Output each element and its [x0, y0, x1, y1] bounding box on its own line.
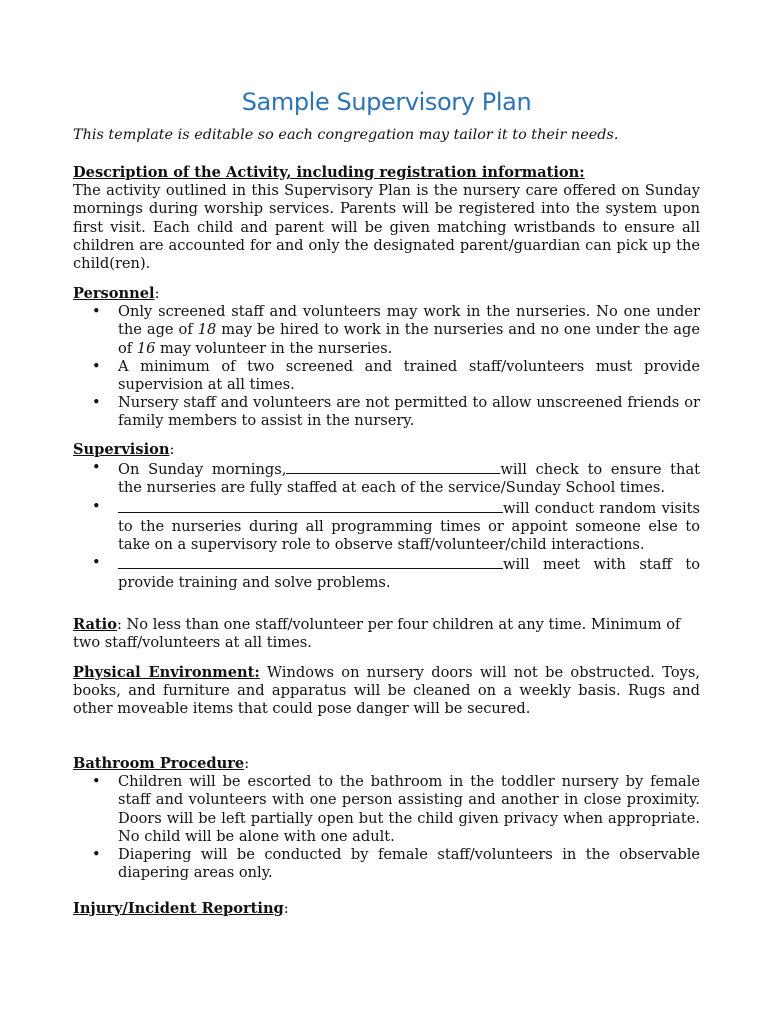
fill-in-blank[interactable] — [286, 459, 500, 474]
bathroom-heading: Bathroom Procedure — [73, 755, 245, 772]
environment-section — [73, 664, 700, 719]
injury-heading: Injury/Incident Reporting — [73, 900, 284, 917]
fill-in-blank[interactable] — [118, 554, 503, 569]
supervision-section — [73, 441, 700, 593]
description-heading: Description of the Activity, including registration information: — [73, 164, 585, 181]
supervision-heading: Supervision — [73, 441, 170, 458]
supervision-list — [73, 459, 700, 592]
ratio-section — [73, 616, 700, 652]
personnel-heading: Personnel — [73, 285, 155, 302]
personnel-item1-text-a: Only screened staff and volunteers may work in the nurseries. No one under the age of — [118, 303, 700, 339]
minimum-work-age: 18 — [197, 321, 217, 339]
ratio-text: : No less than one staff/volunteer per four children at any time. Minimum of two staff/volunteers at all times. — [73, 616, 681, 652]
list-item — [73, 554, 700, 592]
supervision-item2-text: will conduct random visits to the nurseries during all programming times or appoint someone else to take on a supervisory role to observe staff/volunteer/child interactions. — [118, 499, 700, 554]
list-item — [73, 498, 700, 555]
list-item — [73, 459, 700, 497]
personnel-colon: : — [154, 285, 160, 302]
personnel-list — [73, 303, 700, 430]
list-item: • Diapering will be conducted by female staff/volunteers in the observable diapering areas only. — [73, 846, 700, 882]
list-item: • A minimum of two screened and trained staff/volunteers must provide supervision at all times. — [73, 358, 700, 394]
fill-in-blank[interactable] — [118, 498, 503, 513]
personnel-section — [73, 285, 700, 431]
environment-heading: Physical Environment: — [73, 664, 260, 681]
supervision-colon: : — [169, 441, 175, 458]
description-text: The activity outlined in this Supervisory Plan is the nursery care offered on Sunday mornings during worship services. Parents will be registered into the system upon first visit. Each child and parent will be given matching wristbands to ensure all children are accounted for and only the designated parent/guardian can pick up the child(ren). — [73, 182, 700, 273]
bathroom-section — [73, 755, 700, 882]
personnel-item1-text-c: may volunteer in the nurseries. — [155, 339, 393, 357]
environment-text: Windows on nursery doors will not be obstructed. Toys, books, and furniture and apparatus will be cleaned on a weekly basis. Rugs and other moveable items that could pose danger will be secured. — [73, 664, 701, 718]
personnel-item1-text-b: may be hired to work in the nurseries and no one under the age of — [118, 321, 700, 357]
supervision-item1-text-a: On Sunday mornings, — [118, 461, 287, 479]
ratio-heading: Ratio — [73, 616, 117, 633]
injury-section — [73, 900, 700, 918]
injury-colon: : — [283, 900, 289, 917]
description-section — [73, 164, 700, 273]
document-subtitle: This template is editable so each congregation may tailor it to their needs. — [73, 127, 619, 143]
list-item: • Children will be escorted to the bathroom in the toddler nursery by female staff and volunteers with one person assisting and another in close proximity. Doors will be left partially open but the child given privacy when appropriate. No child will be alone with one adult. — [73, 773, 700, 846]
document-title: Sample Supervisory Plan — [241, 88, 532, 116]
supervision-item3-text: will meet with staff to provide training and solve problems. — [118, 556, 700, 592]
bathroom-colon: : — [244, 755, 250, 772]
bathroom-list — [73, 773, 700, 882]
minimum-volunteer-age: 16 — [136, 339, 156, 357]
supervision-item1-text-b: will check to ensure that the nurseries are fully staffed at each of the service/Sunday School times. — [118, 461, 701, 497]
list-item: • Nursery staff and volunteers are not permitted to allow unscreened friends or family members to assist in the nursery. — [73, 394, 700, 430]
list-item — [73, 303, 700, 358]
